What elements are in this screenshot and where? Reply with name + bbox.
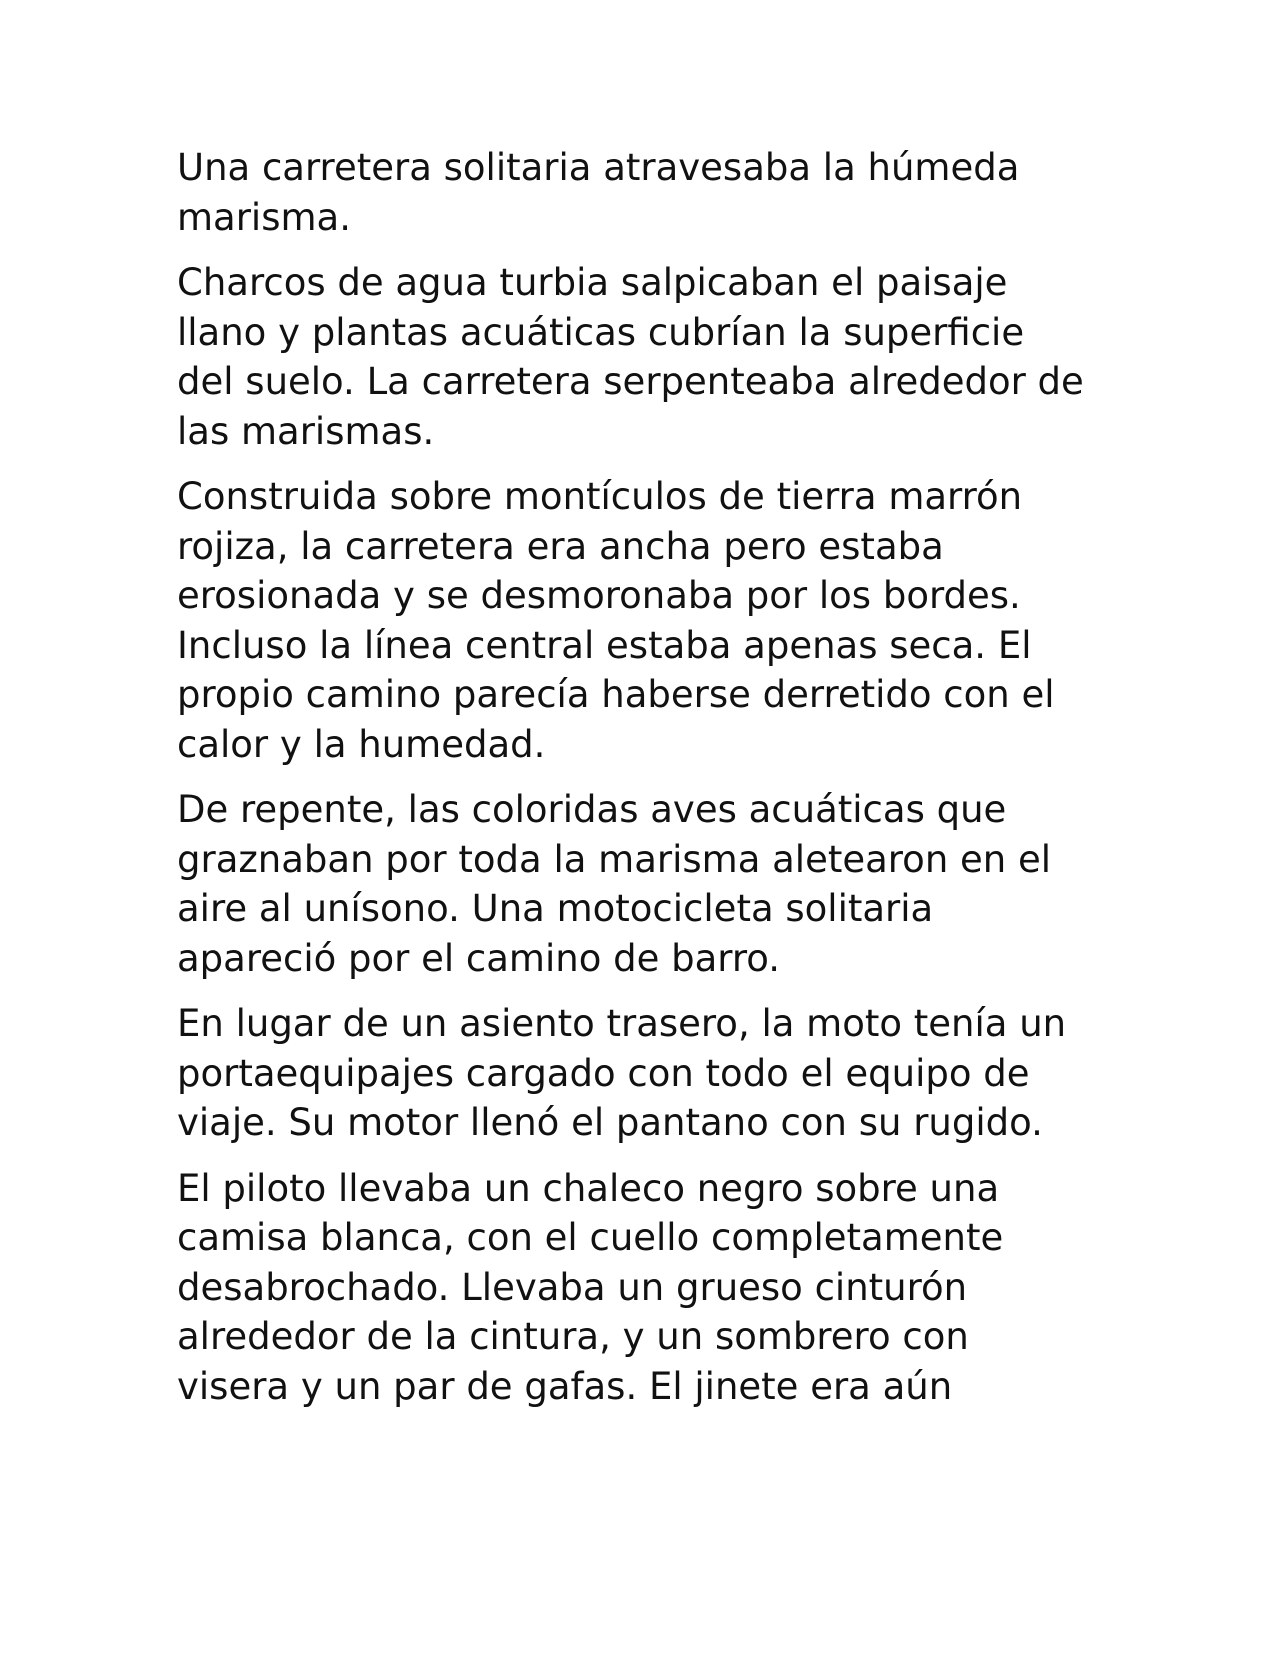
document-page [177, 143, 1117, 1427]
text-line: viaje. Su motor llenó el pantano con su rugido. [177, 1101, 1043, 1144]
text-line: Construida sobre montículos de tierra marrón [177, 475, 1023, 518]
text-line: Incluso la línea central estaba apenas seca. El [177, 623, 1032, 667]
text-line: Charcos de agua turbia salpicaban el paisaje [177, 261, 1008, 304]
text-line: apareció por el camino de barro. [177, 936, 780, 980]
text-line: De repente, las coloridas aves acuáticas que [177, 788, 1007, 831]
text-line: En lugar de un asiento trasero, la moto tenía un [177, 1002, 1067, 1045]
text-line: aire al unísono. Una motocicleta solitaria [177, 887, 934, 930]
text-line: portaequipajes cargado con todo el equipo de [177, 1051, 1030, 1095]
paragraph-5 [177, 999, 1117, 1148]
paragraph-4 [177, 785, 1117, 983]
text-line: calor y la humedad. [177, 722, 546, 766]
text-line: propio camino parecía haberse derretido con el [177, 673, 1055, 716]
text-line: erosionada y se desmoronaba por los bordes. [177, 574, 1021, 617]
text-line: visera y un par de gafas. El jinete era aún [177, 1364, 953, 1408]
paragraph-6 [177, 1164, 1117, 1412]
text-line: alrededor de la cintura, y un sombrero con [177, 1315, 969, 1358]
text-line: El piloto llevaba un chaleco negro sobre una [177, 1166, 1000, 1210]
text-line: camisa blanca, con el cuello completamente [177, 1216, 1004, 1259]
paragraph-3 [177, 472, 1117, 769]
text-line: marisma. [177, 195, 351, 239]
text-line: desabrochado. Llevaba un grueso cinturón [177, 1265, 968, 1309]
text-line: graznaban por toda la marisma aletearon en el [177, 837, 1052, 881]
text-line: las marismas. [177, 409, 435, 453]
paragraph-1 [177, 143, 1117, 242]
text-line: llano y plantas acuáticas cubrían la superficie [177, 310, 1025, 354]
text-line: rojiza, la carretera era ancha pero estaba [177, 524, 944, 568]
paragraph-2 [177, 258, 1117, 456]
text-line: Una carretera solitaria atravesaba la húmeda [177, 146, 1020, 189]
text-line: del suelo. La carretera serpenteaba alrededor de [177, 360, 1084, 403]
